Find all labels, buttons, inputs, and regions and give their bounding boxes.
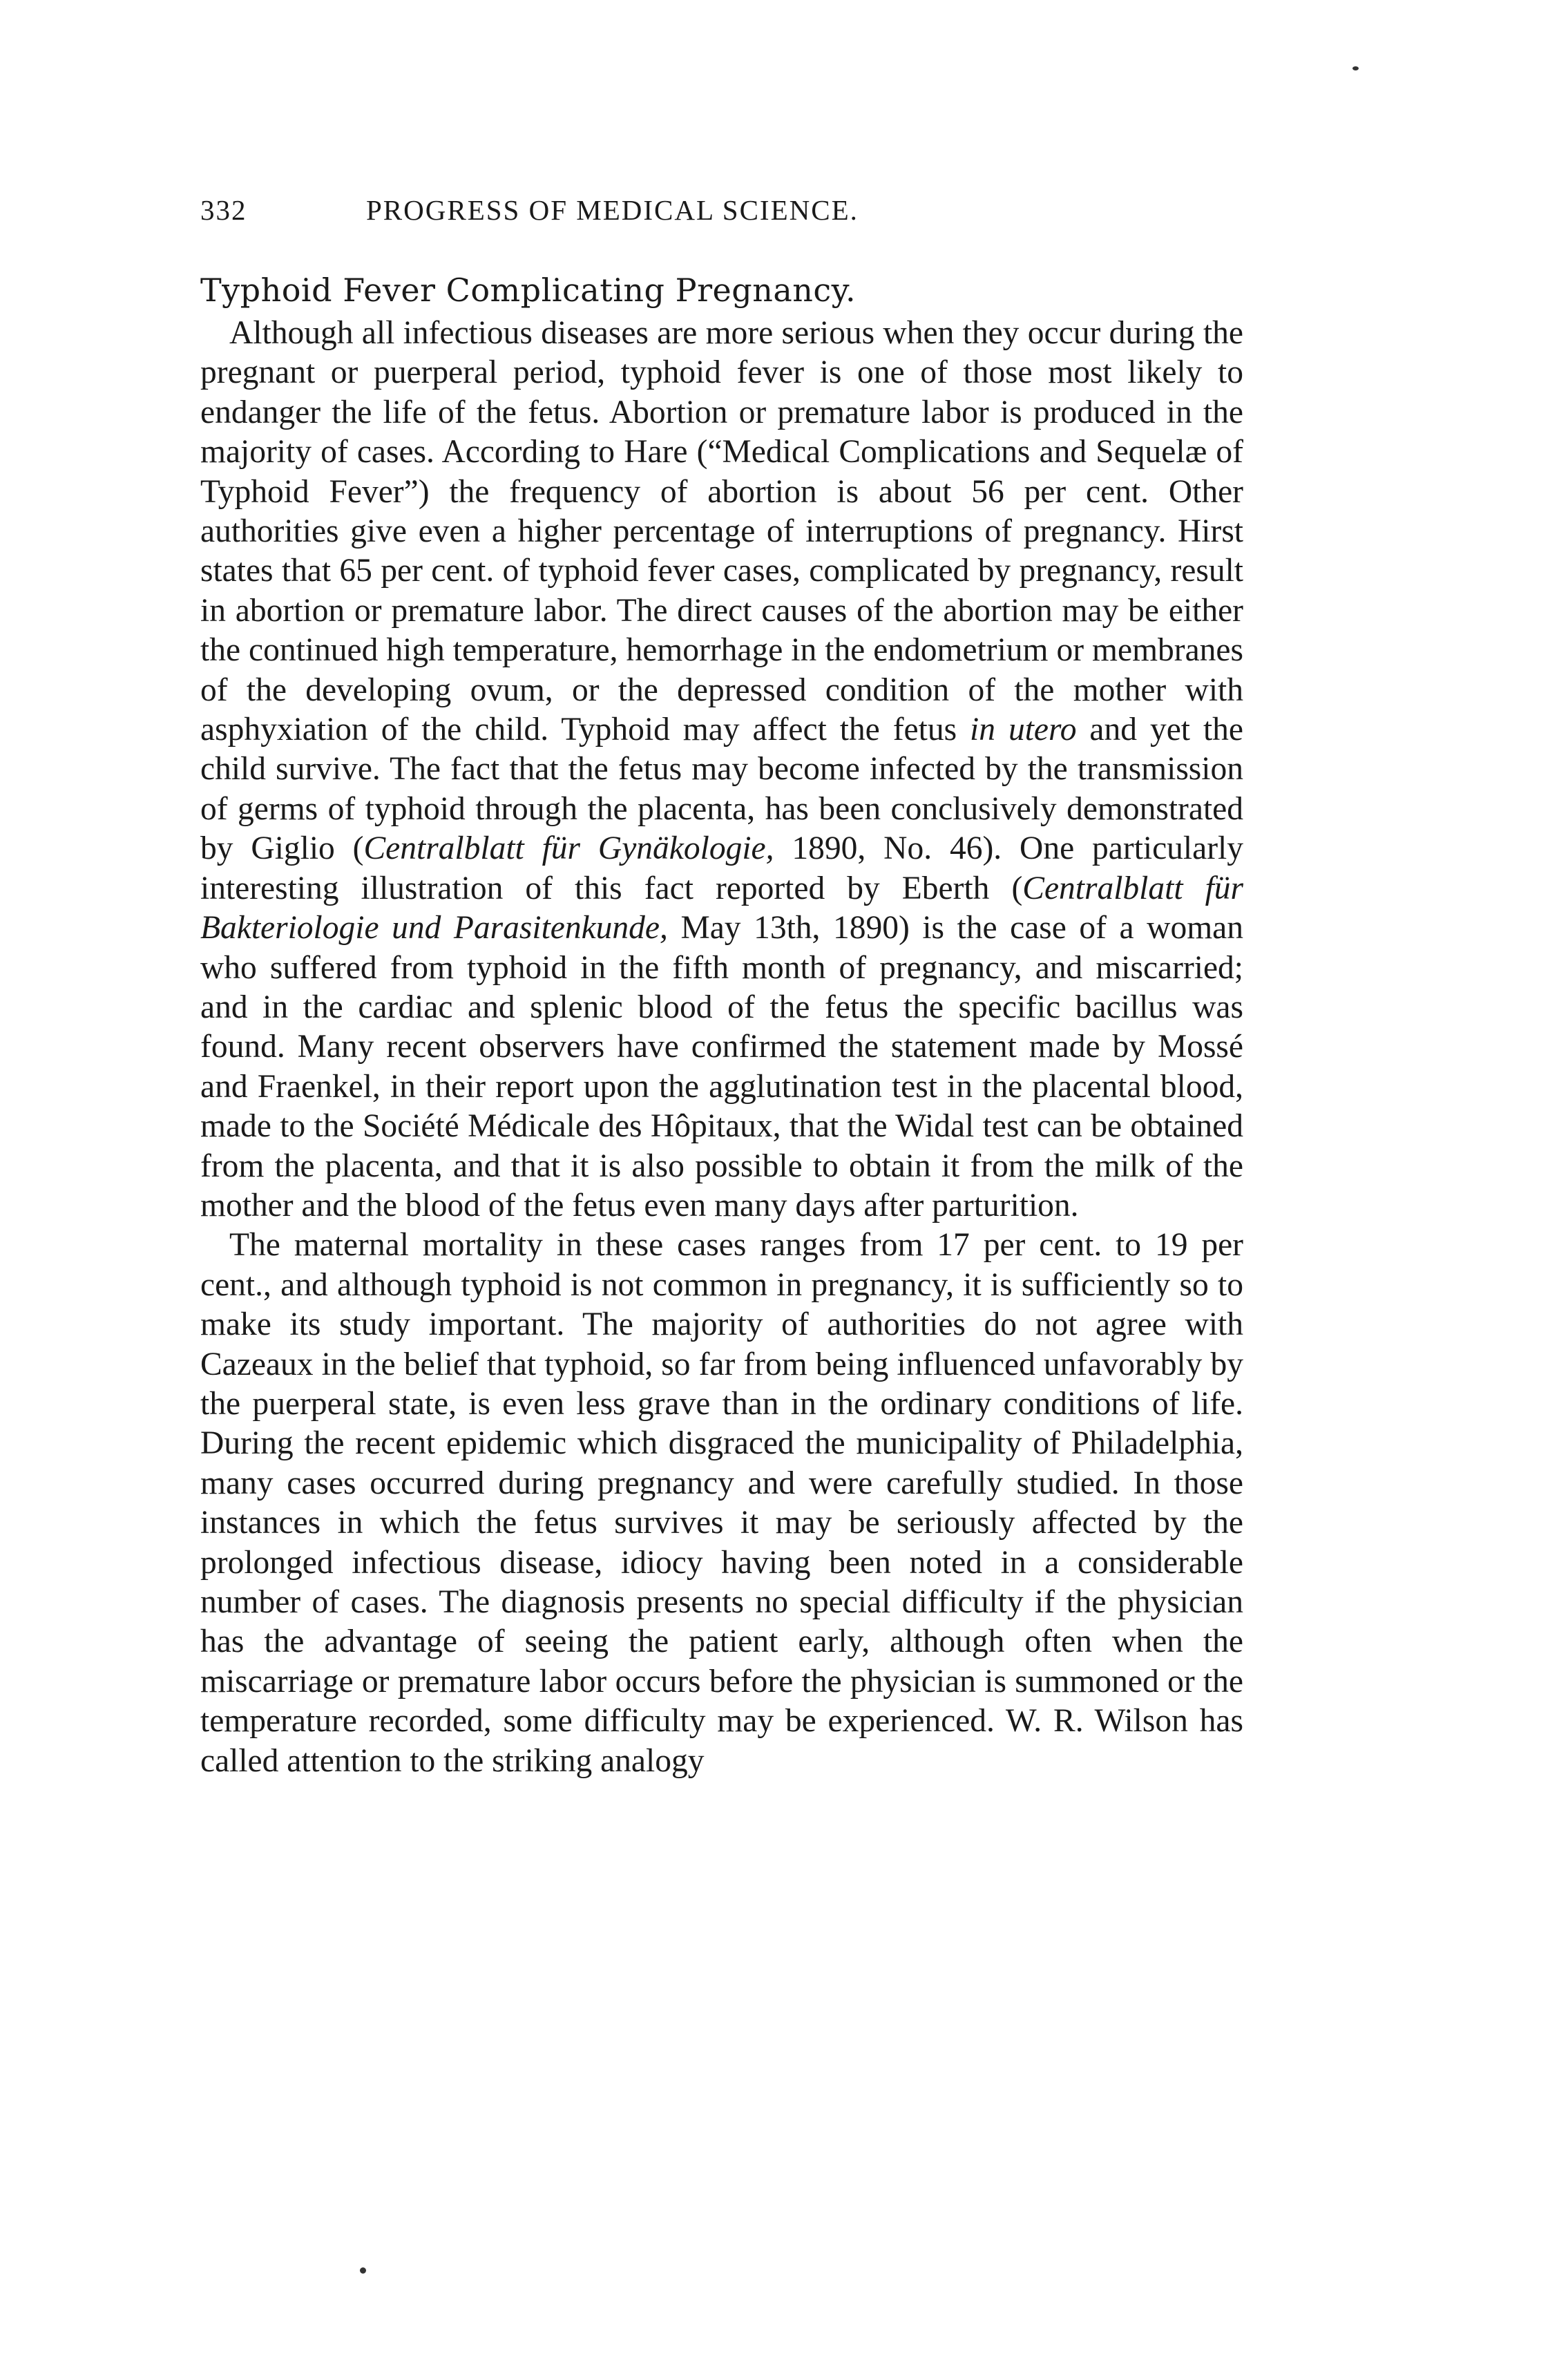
text-segment: The maternal mortality in these cases ranges from 17 per cent. to 19 per cent., and although typhoid is not common in pregnancy, it is sufficiently so to make its study important. The majority of authorities do not agree with Cazeaux in the belief that typhoid, so far from being influenced unfavorably by the puerperal state, is even less grave than in the ordinary conditions of life. During the recent epidemic which disgraced the municipality of Philadelphia, many cases occurred during pregnancy and were carefully studied. In those instances in which the fetus survives it may be seriously affected by the prolonged infectious disease, idiocy having been noted in a considerable number of cases. The diagnosis presents no special difficulty if the physician has the advantage of seeing the patient early, although often when the miscarriage or premature labor occurs before the physician is summoned or the temperature recorded, some difficulty may be experienced. W. R. Wilson has called attention to the striking analogy [200,1227,1243,1779]
italic-segment: in utero [970,712,1077,748]
paragraph [200,1226,1243,1781]
page-number: 332 [200,194,247,226]
text-segment: May 13th, 1890) is the case of a woman who suffered from typhoid in the fifth month of pregnancy, and miscarried; and in the cardiac and splenic blood of the fetus the specific bacillus was found. Many recent observers have confirmed the statement made by Mossé and Fraenkel, in their report upon the agglutination test in the placental blood, made to the Société Médicale des Hôpitaux, that the Widal test can be obtained from the placenta, and that it is also possible to obtain it from the milk of the mother and the blood of the fetus even many days after parturition. [200,910,1244,1224]
ink-speck [1352,66,1359,70]
running-title: PROGRESS OF MEDICAL SCIENCE. [366,194,859,226]
text-segment: and yet the child survive. The fact that the fetus may become infected by the transmission of germs of typhoid through the placenta, has been conclusively demonstrated by Giglio ( [200,712,1243,867]
book-page [200,193,1243,1781]
paragraph [200,314,1243,1226]
text-segment: Although all infectious diseases are more serious when they occur during the pregnant or puerperal period, typhoid fever is one of those most likely to endanger the life of the fetus. Abortion or premature labor is produced in the majority of cases. According to Hare (“Medical Complications and Sequelæ of Typhoid Fever”) the frequency of abortion is about 56 per cent. Other authorities give even a higher percentage of interruptions of pregnancy. Hirst states that 65 per cent. of typhoid fever cases, complicated by pregnancy, result in abortion or premature labor. The direct causes of the abortion may be either the continued high temperature, hemorrhage in the endometrium or membranes of the developing ovum, or the depressed condition of the mother with asphyxiation of the child. Typhoid may affect the fetus [200,315,1243,748]
journal-citation: Centralblatt für Gynäkologie, [363,830,774,867]
page-header [200,193,1243,242]
article-body [200,314,1243,1781]
journal-citation: Centralblatt für Bakteriologie und Parasitenkunde, [200,870,1243,946]
text-segment: 1890, No. 46). One particularly interesting illustration of this fact reported by Eberth ( [200,830,1243,906]
ink-speck [360,2267,366,2274]
section-title: Typhoid Fever Complicating Pregnancy. [200,272,857,309]
